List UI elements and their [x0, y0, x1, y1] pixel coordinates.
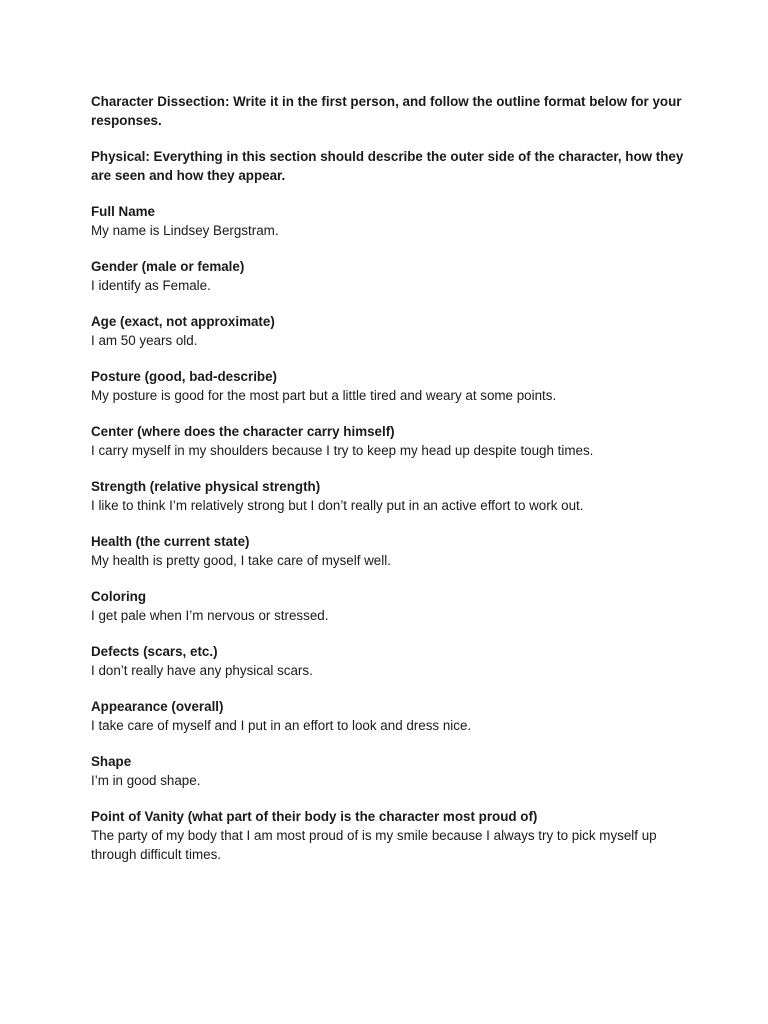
- field-label: Full Name: [91, 204, 155, 219]
- field-label: Posture (good, bad-describe): [91, 369, 277, 384]
- field-label: Strength (relative physical strength): [91, 479, 321, 494]
- field-health: [91, 532, 691, 570]
- field-defects: [91, 642, 691, 680]
- field-answer: I am 50 years old.: [91, 333, 198, 348]
- field-appearance: [91, 697, 691, 735]
- field-full-name: [91, 202, 691, 240]
- field-age: [91, 312, 691, 350]
- field-label: Center (where does the character carry himself): [91, 424, 395, 439]
- document-instructions: Character Dissection: Write it in the first person, and follow the outline format below for your responses.: [91, 94, 682, 128]
- field-center: [91, 422, 691, 460]
- field-answer: My posture is good for the most part but a little tired and weary at some points.: [91, 388, 557, 403]
- field-coloring: [91, 587, 691, 625]
- field-answer: My name is Lindsey Bergstram.: [91, 223, 279, 238]
- field-answer: I’m in good shape.: [91, 773, 201, 788]
- field-answer: I like to think I’m relatively strong but I don’t really put in an active effort to work out.: [91, 498, 584, 513]
- field-answer: I identify as Female.: [91, 278, 211, 293]
- field-label: Defects (scars, etc.): [91, 644, 218, 659]
- field-shape: [91, 752, 691, 790]
- field-label: Shape: [91, 754, 132, 769]
- document-page: [91, 92, 691, 881]
- field-answer: I carry myself in my shoulders because I try to keep my head up despite tough times.: [91, 443, 594, 458]
- field-label: Health (the current state): [91, 534, 250, 549]
- field-answer: My health is pretty good, I take care of myself well.: [91, 553, 391, 568]
- field-answer: The party of my body that I am most proud of is my smile because I always try to pick myself up through difficult times.: [91, 828, 657, 862]
- field-strength: [91, 477, 691, 515]
- field-answer: I get pale when I’m nervous or stressed.: [91, 608, 329, 623]
- field-posture: [91, 367, 691, 405]
- field-point-of-vanity: [91, 807, 691, 864]
- field-label: Point of Vanity (what part of their body is the character most proud of): [91, 809, 538, 824]
- field-answer: I don’t really have any physical scars.: [91, 663, 313, 678]
- field-label: Gender (male or female): [91, 259, 245, 274]
- field-label: Coloring: [91, 589, 147, 604]
- field-gender: [91, 257, 691, 295]
- field-answer: I take care of myself and I put in an effort to look and dress nice.: [91, 718, 472, 733]
- field-label: Appearance (overall): [91, 699, 224, 714]
- physical-section-instructions: Physical: Everything in this section should describe the outer side of the character, how they are seen and how they appear.: [91, 149, 684, 183]
- field-label: Age (exact, not approximate): [91, 314, 275, 329]
